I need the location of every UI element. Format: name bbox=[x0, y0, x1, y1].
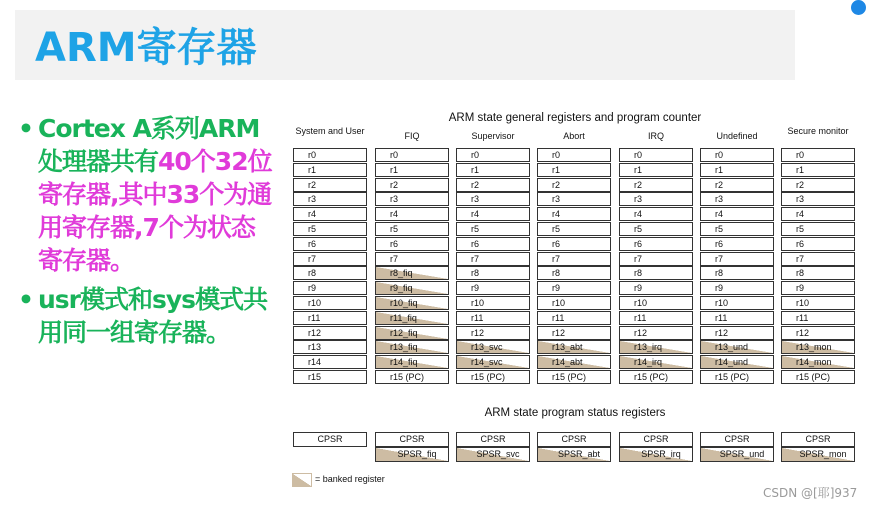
register-cell: r6 bbox=[700, 237, 774, 251]
mode-header: IRQ bbox=[647, 131, 664, 141]
register-cell: r10 bbox=[456, 296, 530, 310]
register-cell: r10 bbox=[700, 296, 774, 310]
cpsr-cell: CPSR bbox=[456, 432, 530, 447]
register-cell: r13_svc bbox=[456, 340, 530, 354]
register-cell: r14 bbox=[293, 355, 367, 369]
register-cell: r11 bbox=[456, 311, 530, 325]
register-cell: r2 bbox=[781, 178, 855, 192]
register-cell: r12 bbox=[293, 326, 367, 340]
register-cell: r15 bbox=[293, 370, 367, 384]
register-cell: r6 bbox=[456, 237, 530, 251]
register-cell: r6 bbox=[537, 237, 611, 251]
legend bbox=[292, 472, 385, 487]
register-cell: r3 bbox=[375, 192, 449, 206]
register-cell: r12_fiq bbox=[375, 326, 449, 340]
register-cell: r2 bbox=[293, 178, 367, 192]
register-cell: r8 bbox=[781, 266, 855, 280]
mode-header: Secure monitor bbox=[787, 126, 849, 136]
register-cell: r10 bbox=[293, 296, 367, 310]
register-cell: r0 bbox=[537, 148, 611, 162]
register-cell: r4 bbox=[537, 207, 611, 221]
mode-header: System and User bbox=[295, 126, 365, 136]
register-cell: r7 bbox=[293, 252, 367, 266]
register-cell: r7 bbox=[700, 252, 774, 266]
bullet-text: usr模式和sys模式共用同一组寄存器。 bbox=[38, 285, 268, 347]
register-cell: r7 bbox=[619, 252, 693, 266]
register-cell: r5 bbox=[375, 222, 449, 236]
corner-badge-icon bbox=[851, 0, 866, 15]
register-cell: r7 bbox=[781, 252, 855, 266]
register-cell: r9 bbox=[781, 281, 855, 295]
bullet-dot-icon: • bbox=[18, 114, 33, 143]
register-cell: r8 bbox=[619, 266, 693, 280]
register-cell: r7 bbox=[537, 252, 611, 266]
register-cell: r14_fiq bbox=[375, 355, 449, 369]
register-cell: r8_fiq bbox=[375, 266, 449, 280]
register-cell: r12 bbox=[700, 326, 774, 340]
register-cell: r0 bbox=[619, 148, 693, 162]
spsr-cell: SPSR_abt bbox=[537, 447, 611, 462]
register-cell: r0 bbox=[781, 148, 855, 162]
register-cell: r1 bbox=[700, 163, 774, 177]
cpsr-cell: CPSR bbox=[375, 432, 449, 447]
status-registers-title: ARM state program status registers bbox=[484, 407, 666, 419]
register-cell: r0 bbox=[456, 148, 530, 162]
watermark: CSDN @[耶]937 bbox=[763, 486, 858, 500]
register-cell: r15 (PC) bbox=[375, 370, 449, 384]
register-cell: r15 (PC) bbox=[619, 370, 693, 384]
mode-header: Undefined bbox=[716, 131, 758, 141]
register-cell: r15 (PC) bbox=[700, 370, 774, 384]
register-cell: r0 bbox=[293, 148, 367, 162]
register-cell: r14_svc bbox=[456, 355, 530, 369]
register-cell: r9 bbox=[456, 281, 530, 295]
register-cell: r11 bbox=[781, 311, 855, 325]
register-cell: r8 bbox=[700, 266, 774, 280]
register-cell: r3 bbox=[619, 192, 693, 206]
register-cell: r12 bbox=[619, 326, 693, 340]
register-cell: r1 bbox=[456, 163, 530, 177]
register-cell: r9 bbox=[293, 281, 367, 295]
register-cell: r7 bbox=[456, 252, 530, 266]
register-cell: r6 bbox=[375, 237, 449, 251]
diagram-title: ARM state general registers and program counter bbox=[448, 112, 702, 124]
register-cell: r1 bbox=[293, 163, 367, 177]
register-cell: r12 bbox=[537, 326, 611, 340]
cpsr-cell: CPSR bbox=[781, 432, 855, 447]
register-cell: r1 bbox=[781, 163, 855, 177]
register-cell: r11 bbox=[293, 311, 367, 325]
register-cell: r1 bbox=[619, 163, 693, 177]
register-cell: r13_abt bbox=[537, 340, 611, 354]
register-cell: r5 bbox=[619, 222, 693, 236]
register-cell: r5 bbox=[700, 222, 774, 236]
spsr-cell: SPSR_und bbox=[700, 447, 774, 462]
register-diagram bbox=[288, 108, 862, 494]
register-cell: r10 bbox=[781, 296, 855, 310]
register-cell: r8 bbox=[456, 266, 530, 280]
register-cell: r3 bbox=[700, 192, 774, 206]
register-cell: r13_fiq bbox=[375, 340, 449, 354]
spsr-cell: SPSR_mon bbox=[781, 447, 855, 462]
register-cell: r2 bbox=[456, 178, 530, 192]
register-cell: r15 (PC) bbox=[456, 370, 530, 384]
cpsr-cell: CPSR bbox=[293, 432, 367, 447]
mode-header: Supervisor bbox=[471, 131, 515, 141]
register-cell: r2 bbox=[537, 178, 611, 192]
register-cell: r3 bbox=[781, 192, 855, 206]
banked-swatch-icon bbox=[292, 473, 312, 487]
mode-header: Abort bbox=[563, 131, 585, 141]
register-cell: r5 bbox=[293, 222, 367, 236]
register-cell: r9_fiq bbox=[375, 281, 449, 295]
register-cell: r8 bbox=[293, 266, 367, 280]
register-cell: r0 bbox=[700, 148, 774, 162]
register-cell: r14_und bbox=[700, 355, 774, 369]
register-cell: r15 (PC) bbox=[781, 370, 855, 384]
register-cell: r6 bbox=[293, 237, 367, 251]
bullet-text-highlight: 40个32位寄存器,其中33个为通用寄存器,7个为状态寄存器。 bbox=[38, 147, 272, 275]
register-cell: r1 bbox=[375, 163, 449, 177]
register-cell: r11 bbox=[619, 311, 693, 325]
register-cell: r10 bbox=[537, 296, 611, 310]
mode-header: FIQ bbox=[404, 131, 420, 141]
register-cell: r4 bbox=[781, 207, 855, 221]
cpsr-cell: CPSR bbox=[619, 432, 693, 447]
register-cell: r6 bbox=[781, 237, 855, 251]
spsr-cell: SPSR_fiq bbox=[375, 447, 449, 462]
register-cell: r11_fiq bbox=[375, 311, 449, 325]
register-cell: r4 bbox=[456, 207, 530, 221]
register-cell: r7 bbox=[375, 252, 449, 266]
register-cell: r3 bbox=[456, 192, 530, 206]
register-cell: r14_mon bbox=[781, 355, 855, 369]
register-cell: r2 bbox=[700, 178, 774, 192]
cpsr-cell: CPSR bbox=[537, 432, 611, 447]
spsr-cell: SPSR_svc bbox=[456, 447, 530, 462]
register-cell: r4 bbox=[375, 207, 449, 221]
register-cell: r1 bbox=[537, 163, 611, 177]
register-cell: r11 bbox=[537, 311, 611, 325]
register-cell: r14_abt bbox=[537, 355, 611, 369]
register-cell: r3 bbox=[537, 192, 611, 206]
register-cell: r5 bbox=[781, 222, 855, 236]
register-cell: r5 bbox=[537, 222, 611, 236]
register-cell: r15 (PC) bbox=[537, 370, 611, 384]
register-cell: r9 bbox=[537, 281, 611, 295]
register-cell: r9 bbox=[619, 281, 693, 295]
bullet-text-prefix: Cortex A系列ARM处理器共有 bbox=[38, 114, 260, 176]
bullet-item-register-count bbox=[18, 112, 278, 277]
spsr-cell: SPSR_irq bbox=[619, 447, 693, 462]
register-cell: r9 bbox=[700, 281, 774, 295]
bullet-list bbox=[18, 112, 278, 349]
register-cell: r8 bbox=[537, 266, 611, 280]
register-cell: r14_irq bbox=[619, 355, 693, 369]
register-cell: r10_fiq bbox=[375, 296, 449, 310]
register-cell: r11 bbox=[700, 311, 774, 325]
register-cell: r3 bbox=[293, 192, 367, 206]
title-bar bbox=[15, 10, 795, 80]
cpsr-cell: CPSR bbox=[700, 432, 774, 447]
register-cell: r13_mon bbox=[781, 340, 855, 354]
register-cell: r13_irq bbox=[619, 340, 693, 354]
register-cell: r4 bbox=[619, 207, 693, 221]
slide-title: ARM寄存器 bbox=[35, 25, 257, 71]
register-cell: r13 bbox=[293, 340, 367, 354]
register-cell: r6 bbox=[619, 237, 693, 251]
register-cell: r12 bbox=[456, 326, 530, 340]
register-cell: r0 bbox=[375, 148, 449, 162]
register-cell: r10 bbox=[619, 296, 693, 310]
register-cell: r2 bbox=[619, 178, 693, 192]
legend-label: = banked register bbox=[315, 474, 385, 484]
register-cell: r2 bbox=[375, 178, 449, 192]
register-cell: r4 bbox=[700, 207, 774, 221]
register-cell: r5 bbox=[456, 222, 530, 236]
bullet-dot-icon: • bbox=[18, 285, 33, 314]
register-cell: r13_und bbox=[700, 340, 774, 354]
register-cell: r4 bbox=[293, 207, 367, 221]
register-cell: r12 bbox=[781, 326, 855, 340]
bullet-item-usr-sys bbox=[18, 283, 278, 349]
